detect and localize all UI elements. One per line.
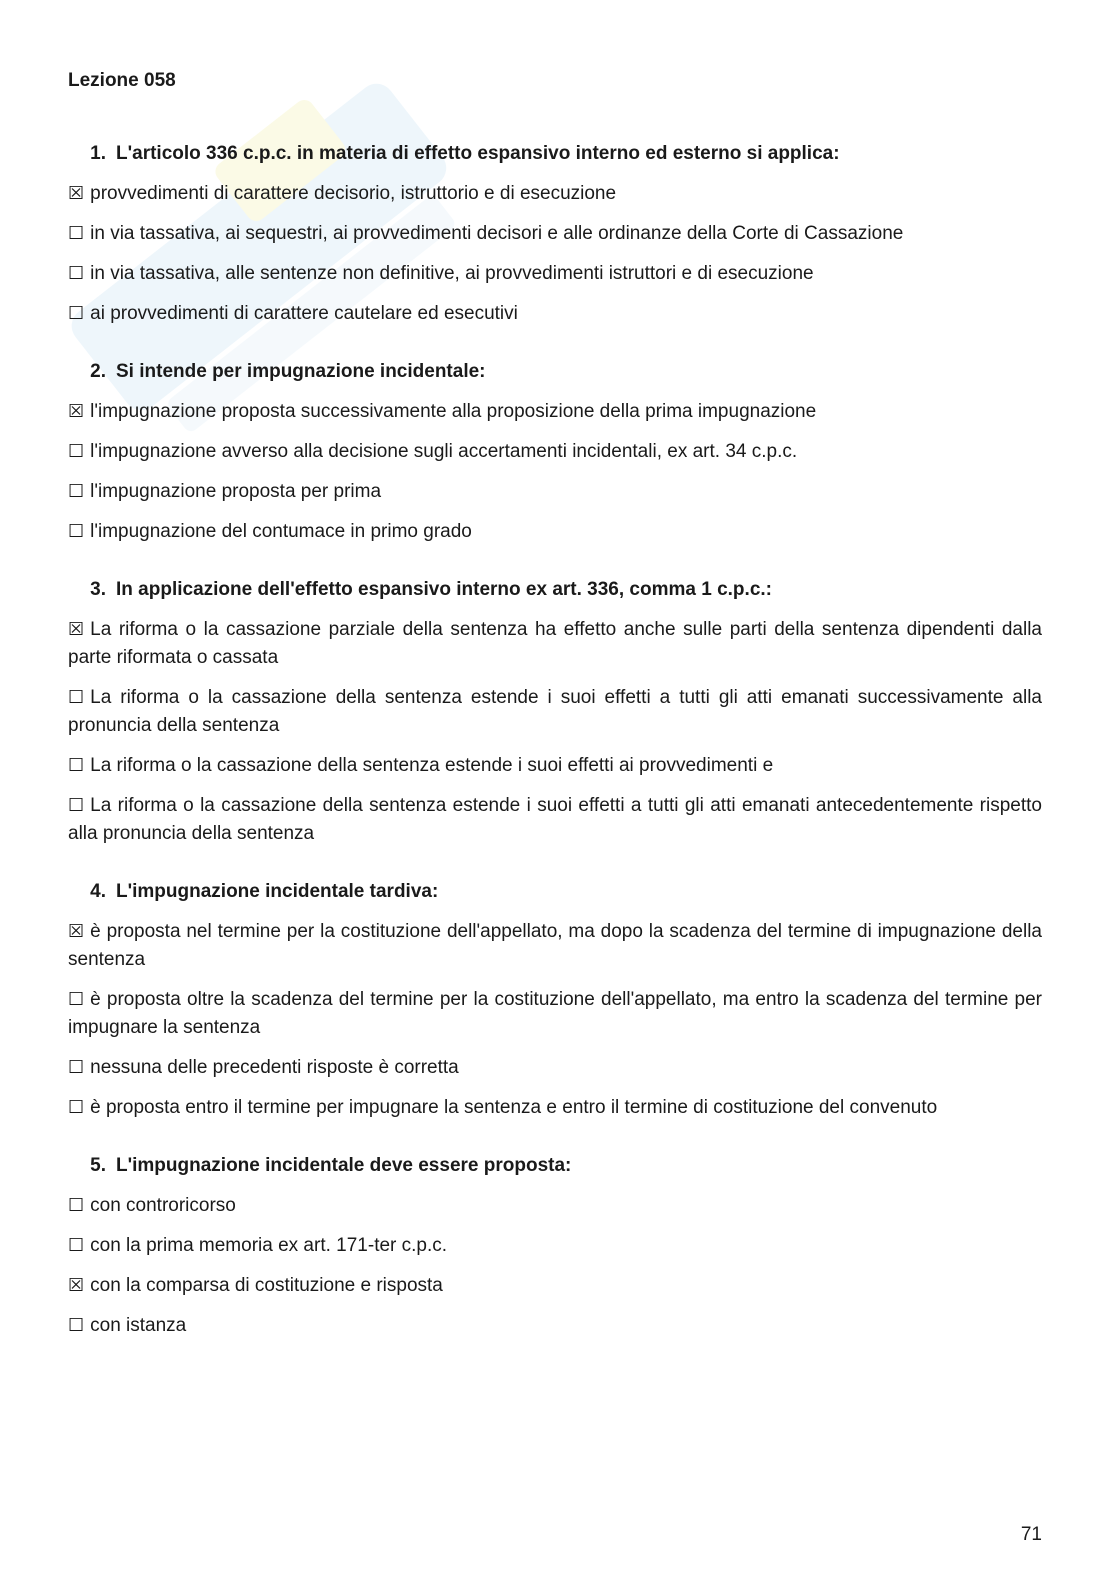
unchecked-box-icon: ☐ [68, 1235, 85, 1256]
answer-text: nessuna delle precedenti risposte è corretta [90, 1057, 459, 1078]
question-number: 5 . [68, 1152, 106, 1180]
answer-option [68, 220, 1042, 248]
question [68, 576, 1042, 848]
answer-option [68, 986, 1042, 1042]
question-number: 2 . [68, 358, 106, 386]
unchecked-box-icon: ☐ [68, 989, 85, 1010]
answer-text: l'impugnazione proposta per prima [90, 481, 382, 502]
unchecked-box-icon: ☐ [68, 1057, 85, 1078]
question-text: L'articolo 336 c.p.c. in materia di effetto espansivo interno ed esterno si applica: [116, 143, 840, 164]
answer-text: con la prima memoria ex art. 171-ter c.p.c. [90, 1235, 448, 1256]
question [68, 140, 1042, 328]
answer-option [68, 438, 1042, 466]
answer-text: La riforma o la cassazione parziale della sentenza ha effetto anche sulle parti della sentenza dipendenti dalla parte riformata o cassata [68, 619, 1042, 668]
answer-text: è proposta entro il termine per impugnare la sentenza e entro il termine di costituzione del convenuto [90, 1097, 938, 1118]
answer-option [68, 300, 1042, 328]
answer-option [68, 1192, 1042, 1220]
checked-box-icon: ☒ [68, 183, 85, 204]
question-text: L'impugnazione incidentale tardiva: [116, 881, 439, 902]
answer-option [68, 752, 1042, 780]
answer-option [68, 684, 1042, 740]
answer-option [68, 616, 1042, 672]
question-number: 1 . [68, 140, 106, 168]
question [68, 1152, 1042, 1340]
unchecked-box-icon: ☐ [68, 1195, 85, 1216]
question-text: In applicazione dell'effetto espansivo interno ex art. 336, comma 1 c.p.c.: [116, 579, 772, 600]
unchecked-box-icon: ☐ [68, 1097, 85, 1118]
answer-option [68, 1094, 1042, 1122]
answer-option [68, 478, 1042, 506]
unchecked-box-icon: ☐ [68, 755, 85, 776]
question-heading [68, 576, 1042, 604]
page-number: 71 [1020, 1524, 1042, 1545]
question-heading [68, 358, 1042, 386]
unchecked-box-icon: ☐ [68, 481, 85, 502]
answer-text: è proposta oltre la scadenza del termine per la costituzione dell'appellato, ma entro la scadenza del termine per impugnare la sentenza [68, 989, 1042, 1038]
checked-box-icon: ☒ [68, 921, 85, 942]
answer-text: con istanza [90, 1315, 187, 1336]
lesson-title: Lezione 058 [68, 70, 176, 91]
answer-text: con controricorso [90, 1195, 236, 1216]
answer-option [68, 1054, 1042, 1082]
answer-text: ai provvedimenti di carattere cautelare ed esecutivi [90, 303, 518, 324]
answer-option [68, 260, 1042, 288]
question [68, 878, 1042, 1122]
answer-option [68, 180, 1042, 208]
answer-option [68, 398, 1042, 426]
answer-text: l'impugnazione proposta successivamente alla proposizione della prima impugnazione [90, 401, 817, 422]
answer-option [68, 518, 1042, 546]
answer-text: l'impugnazione avverso alla decisione sugli accertamenti incidentali, ex art. 34 c.p.c. [90, 441, 798, 462]
answer-option [68, 918, 1042, 974]
answer-option [68, 1232, 1042, 1260]
answer-text: La riforma o la cassazione della sentenza estende i suoi effetti ai provvedimenti e [90, 755, 774, 776]
question-heading [68, 878, 1042, 906]
question-text: L'impugnazione incidentale deve essere proposta: [116, 1155, 572, 1176]
question-heading [68, 140, 1042, 168]
unchecked-box-icon: ☐ [68, 1315, 85, 1336]
answer-option [68, 1312, 1042, 1340]
answer-text: in via tassativa, ai sequestri, ai provvedimenti decisori e alle ordinanze della Corte di Cassazione [90, 223, 904, 244]
question-heading [68, 1152, 1042, 1180]
answer-option [68, 1272, 1042, 1300]
answer-text: La riforma o la cassazione della sentenza estende i suoi effetti a tutti gli atti emanati antecedentemente rispetto alla pronuncia della sentenza [68, 795, 1042, 844]
checked-box-icon: ☒ [68, 401, 85, 422]
question [68, 358, 1042, 546]
answer-text: l'impugnazione del contumace in primo grado [90, 521, 472, 542]
unchecked-box-icon: ☐ [68, 687, 85, 708]
unchecked-box-icon: ☐ [68, 223, 85, 244]
answer-text: è proposta nel termine per la costituzione dell'appellato, ma dopo la scadenza del termine di impugnazione della sentenza [68, 921, 1042, 970]
unchecked-box-icon: ☐ [68, 441, 85, 462]
checked-box-icon: ☒ [68, 1275, 85, 1296]
answer-text: in via tassativa, alle sentenze non definitive, ai provvedimenti istruttori e di esecuzione [90, 263, 814, 284]
question-number: 4 . [68, 878, 106, 906]
checked-box-icon: ☒ [68, 619, 85, 640]
answer-text: con la comparsa di costituzione e risposta [90, 1275, 443, 1296]
document-page [68, 66, 1042, 1370]
answer-text: provvedimenti di carattere decisorio, istruttorio e di esecuzione [90, 183, 617, 204]
answer-option [68, 792, 1042, 848]
question-text: Si intende per impugnazione incidentale: [116, 361, 486, 382]
unchecked-box-icon: ☐ [68, 303, 85, 324]
question-number: 3 . [68, 576, 106, 604]
unchecked-box-icon: ☐ [68, 795, 85, 816]
answer-text: La riforma o la cassazione della sentenza estende i suoi effetti a tutti gli atti emanati successivamente alla pronuncia della sentenza [68, 687, 1042, 736]
unchecked-box-icon: ☐ [68, 521, 85, 542]
unchecked-box-icon: ☐ [68, 263, 85, 284]
